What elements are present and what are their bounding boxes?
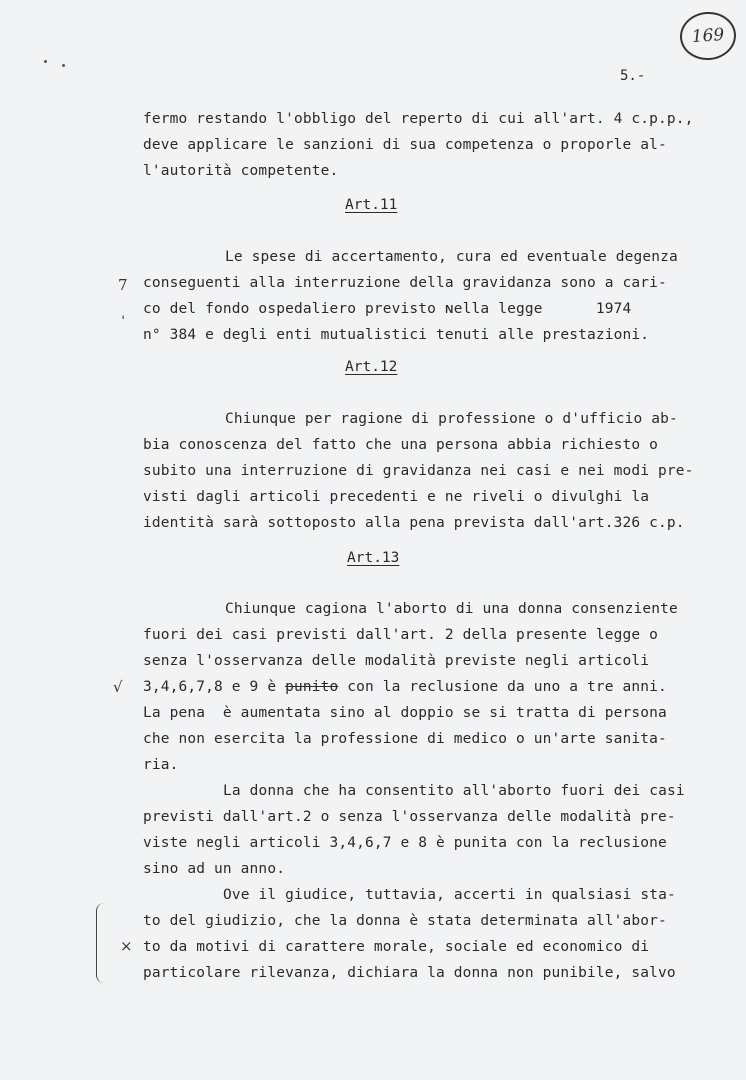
text-line: to da motivi di carattere morale, sociale ed economico di (143, 939, 650, 955)
text-segment: con la reclusione da uno a tre anni. (338, 679, 667, 695)
text-line: Chiunque per ragione di professione o d'ufficio ab- (225, 411, 678, 427)
text-line: deve applicare le sanzioni di sua competenza o proporle al- (143, 137, 667, 153)
text-line: ria. (143, 757, 179, 773)
struck-word: punito (285, 679, 339, 695)
speck (44, 60, 47, 63)
article-heading: Art.12 (345, 359, 398, 375)
text-line: subito una interruzione di gravidanza nei casi e nei modi pre- (143, 463, 694, 479)
article-heading: Art.11 (345, 197, 398, 213)
archive-stamp: 169 (678, 10, 737, 62)
text-line: Ove il giudice, tuttavia, accerti in qualsiasi sta- (223, 887, 676, 903)
text-line: particolare rilevanza, dichiara la donna non punibile, salvo (143, 965, 676, 981)
margin-check-mark: √ (113, 678, 123, 696)
text-line: Chiunque cagiona l'aborto di una donna consenziente (225, 601, 678, 617)
text-line: La donna che ha consentito all'aborto fuori dei casi (223, 783, 685, 799)
margin-bracket (96, 903, 109, 983)
margin-mark-seven: 7 (118, 276, 128, 294)
article-heading: Art.13 (347, 550, 400, 566)
text-line: viste negli articoli 3,4,6,7 e 8 è punita con la reclusione (143, 835, 667, 851)
text-segment: 3,4,6,7,8 e 9 è (143, 679, 286, 695)
text-line: La pena è aumentata sino al doppio se si tratta di persona (143, 705, 667, 721)
text-line: bia conoscenza del fatto che una persona abbia richiesto o (143, 437, 659, 453)
page-number: 5.- (620, 68, 646, 84)
text-line: l'autorità competente. (143, 163, 339, 179)
text-line: che non esercita la professione di medico o un'arte sanita- (143, 731, 667, 747)
speck (62, 64, 65, 67)
text-line: n° 384 e degli enti mutualistici tenuti alle prestazioni. (143, 327, 650, 343)
text-line: previsti dall'art.2 o senza l'osservanza delle modalità pre- (143, 809, 676, 825)
margin-cross-mark: × (120, 937, 133, 955)
margin-mark-tick: ˌ (121, 303, 126, 321)
text-line: fermo restando l'obbligo del reperto di cui all'art. 4 c.p.p., (143, 111, 694, 127)
text-line: fuori dei casi previsti dall'art. 2 della presente legge o (143, 627, 659, 643)
text-line: co del fondo ospedaliero previsto ɴella legge 1974 (143, 301, 632, 317)
text-line: identità sarà sottoposto alla pena prevista dall'art.326 c.p. (143, 515, 685, 531)
text-line: senza l'osservanza delle modalità previste negli articoli (143, 653, 650, 669)
text-line: visti dagli articoli precedenti e ne riveli o divulghi la (143, 489, 650, 505)
text-line: to del giudizio, che la donna è stata determinata all'abor- (143, 913, 667, 929)
text-line: sino ad un anno. (143, 861, 286, 877)
text-line: conseguenti alla interruzione della gravidanza sono a cari- (143, 275, 667, 291)
text-line: Le spese di accertamento, cura ed eventuale degenza (225, 249, 678, 265)
text-line (143, 679, 667, 695)
